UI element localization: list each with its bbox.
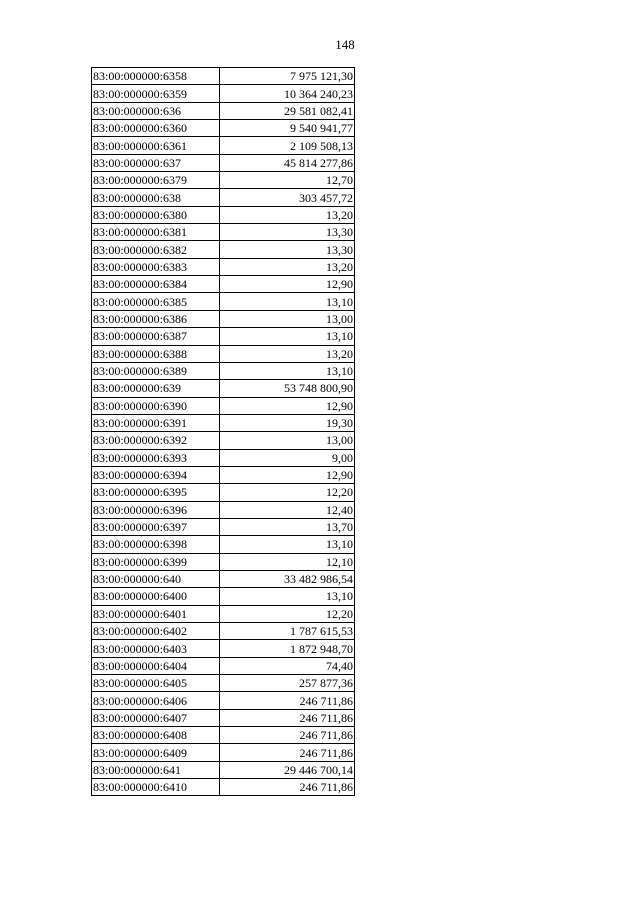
- value-cell: 246 711,86: [220, 727, 355, 744]
- table-row: [92, 727, 355, 744]
- value-cell: 13,10: [220, 293, 355, 310]
- value-cell: 13,00: [220, 432, 355, 449]
- value-cell: 246 711,86: [220, 744, 355, 761]
- cadastral-number-cell: 83:00:000000:636: [92, 102, 220, 119]
- value-cell: 1 872 948,70: [220, 640, 355, 657]
- value-cell: 45 814 277,86: [220, 154, 355, 171]
- value-cell: 13,20: [220, 206, 355, 223]
- table-row: [92, 709, 355, 726]
- value-cell: 13,20: [220, 258, 355, 275]
- value-cell: 12,90: [220, 397, 355, 414]
- cadastral-number-cell: 83:00:000000:6389: [92, 362, 220, 379]
- cadastral-number-cell: 83:00:000000:6384: [92, 276, 220, 293]
- table-row: [92, 137, 355, 154]
- value-cell: 9,00: [220, 449, 355, 466]
- cadastral-number-cell: 83:00:000000:6406: [92, 692, 220, 709]
- cadastral-number-cell: 83:00:000000:6360: [92, 120, 220, 137]
- value-cell: 13,20: [220, 345, 355, 362]
- cadastral-number-cell: 83:00:000000:6387: [92, 328, 220, 345]
- table-row: [92, 588, 355, 605]
- cadastral-value-table: [91, 67, 355, 796]
- value-cell: 12,10: [220, 553, 355, 570]
- table-row: [92, 501, 355, 518]
- cadastral-number-cell: 83:00:000000:6399: [92, 553, 220, 570]
- value-cell: 10 364 240,23: [220, 85, 355, 102]
- value-cell: 2 109 508,13: [220, 137, 355, 154]
- value-cell: 33 482 986,54: [220, 570, 355, 587]
- cadastral-number-cell: 83:00:000000:6361: [92, 137, 220, 154]
- cadastral-number-cell: 83:00:000000:6402: [92, 623, 220, 640]
- cadastral-number-cell: 83:00:000000:6405: [92, 675, 220, 692]
- cadastral-number-cell: 83:00:000000:6404: [92, 657, 220, 674]
- value-cell: 13,30: [220, 241, 355, 258]
- cadastral-number-cell: 83:00:000000:6398: [92, 536, 220, 553]
- table-body: [92, 68, 355, 796]
- table-row: [92, 293, 355, 310]
- table-row: [92, 692, 355, 709]
- page-number: 148: [335, 37, 355, 52]
- table-row: [92, 536, 355, 553]
- table-row: [92, 154, 355, 171]
- table-row: [92, 449, 355, 466]
- cadastral-number-cell: 83:00:000000:6383: [92, 258, 220, 275]
- cadastral-number-cell: 83:00:000000:641: [92, 761, 220, 778]
- table-row: [92, 623, 355, 640]
- cadastral-number-cell: 83:00:000000:638: [92, 189, 220, 206]
- table-row: [92, 553, 355, 570]
- value-cell: 13,10: [220, 328, 355, 345]
- table-row: [92, 85, 355, 102]
- table-row: [92, 414, 355, 431]
- value-cell: 246 711,86: [220, 779, 355, 796]
- value-cell: 13,70: [220, 518, 355, 535]
- cadastral-number-cell: 83:00:000000:6385: [92, 293, 220, 310]
- value-cell: 12,90: [220, 276, 355, 293]
- value-cell: 12,20: [220, 484, 355, 501]
- value-cell: 29 446 700,14: [220, 761, 355, 778]
- cadastral-number-cell: 83:00:000000:637: [92, 154, 220, 171]
- cadastral-number-cell: 83:00:000000:6401: [92, 605, 220, 622]
- cadastral-number-cell: 83:00:000000:6403: [92, 640, 220, 657]
- value-cell: 13,10: [220, 588, 355, 605]
- cadastral-number-cell: 83:00:000000:639: [92, 380, 220, 397]
- value-cell: 12,40: [220, 501, 355, 518]
- table-row: [92, 484, 355, 501]
- value-cell: 12,20: [220, 605, 355, 622]
- cadastral-number-cell: 83:00:000000:6379: [92, 172, 220, 189]
- value-cell: 13,30: [220, 224, 355, 241]
- cadastral-number-cell: 83:00:000000:6408: [92, 727, 220, 744]
- cadastral-number-cell: 83:00:000000:6410: [92, 779, 220, 796]
- cadastral-number-cell: 83:00:000000:6391: [92, 414, 220, 431]
- cadastral-number-cell: 83:00:000000:6394: [92, 466, 220, 483]
- table-row: [92, 397, 355, 414]
- table-row: [92, 518, 355, 535]
- cadastral-number-cell: 83:00:000000:6386: [92, 310, 220, 327]
- value-cell: 9 540 941,77: [220, 120, 355, 137]
- table-row: [92, 675, 355, 692]
- cadastral-number-cell: 83:00:000000:6358: [92, 68, 220, 85]
- value-cell: 29 581 082,41: [220, 102, 355, 119]
- value-cell: 19,30: [220, 414, 355, 431]
- value-cell: 7 975 121,30: [220, 68, 355, 85]
- table-row: [92, 172, 355, 189]
- table-row: [92, 310, 355, 327]
- value-cell: 13,10: [220, 536, 355, 553]
- cadastral-number-cell: 83:00:000000:6407: [92, 709, 220, 726]
- table-row: [92, 189, 355, 206]
- table-row: [92, 102, 355, 119]
- cadastral-number-cell: 83:00:000000:6380: [92, 206, 220, 223]
- cadastral-number-cell: 83:00:000000:6397: [92, 518, 220, 535]
- table-row: [92, 570, 355, 587]
- table-row: [92, 68, 355, 85]
- table-row: [92, 779, 355, 796]
- value-cell: 53 748 800,90: [220, 380, 355, 397]
- table-row: [92, 761, 355, 778]
- table-row: [92, 657, 355, 674]
- table-row: [92, 605, 355, 622]
- value-cell: 12,90: [220, 466, 355, 483]
- table-row: [92, 345, 355, 362]
- table-row: [92, 224, 355, 241]
- cadastral-number-cell: 83:00:000000:6382: [92, 241, 220, 258]
- table-row: [92, 640, 355, 657]
- table-row: [92, 276, 355, 293]
- cadastral-number-cell: 83:00:000000:6359: [92, 85, 220, 102]
- value-cell: 303 457,72: [220, 189, 355, 206]
- value-cell: 1 787 615,53: [220, 623, 355, 640]
- table-row: [92, 120, 355, 137]
- cadastral-number-cell: 83:00:000000:6381: [92, 224, 220, 241]
- table-row: [92, 362, 355, 379]
- value-cell: 74,40: [220, 657, 355, 674]
- cadastral-number-cell: 83:00:000000:6388: [92, 345, 220, 362]
- value-cell: 13,00: [220, 310, 355, 327]
- cadastral-number-cell: 83:00:000000:6395: [92, 484, 220, 501]
- table-row: [92, 432, 355, 449]
- cadastral-number-cell: 83:00:000000:6390: [92, 397, 220, 414]
- value-cell: 12,70: [220, 172, 355, 189]
- table-row: [92, 380, 355, 397]
- cadastral-number-cell: 83:00:000000:6409: [92, 744, 220, 761]
- cadastral-number-cell: 83:00:000000:6393: [92, 449, 220, 466]
- cadastral-number-cell: 83:00:000000:6396: [92, 501, 220, 518]
- table-row: [92, 206, 355, 223]
- value-cell: 246 711,86: [220, 709, 355, 726]
- table-row: [92, 258, 355, 275]
- table-row: [92, 744, 355, 761]
- table-row: [92, 241, 355, 258]
- table-row: [92, 328, 355, 345]
- cadastral-number-cell: 83:00:000000:6400: [92, 588, 220, 605]
- value-cell: 13,10: [220, 362, 355, 379]
- value-cell: 246 711,86: [220, 692, 355, 709]
- cadastral-number-cell: 83:00:000000:640: [92, 570, 220, 587]
- table-row: [92, 466, 355, 483]
- value-cell: 257 877,36: [220, 675, 355, 692]
- cadastral-number-cell: 83:00:000000:6392: [92, 432, 220, 449]
